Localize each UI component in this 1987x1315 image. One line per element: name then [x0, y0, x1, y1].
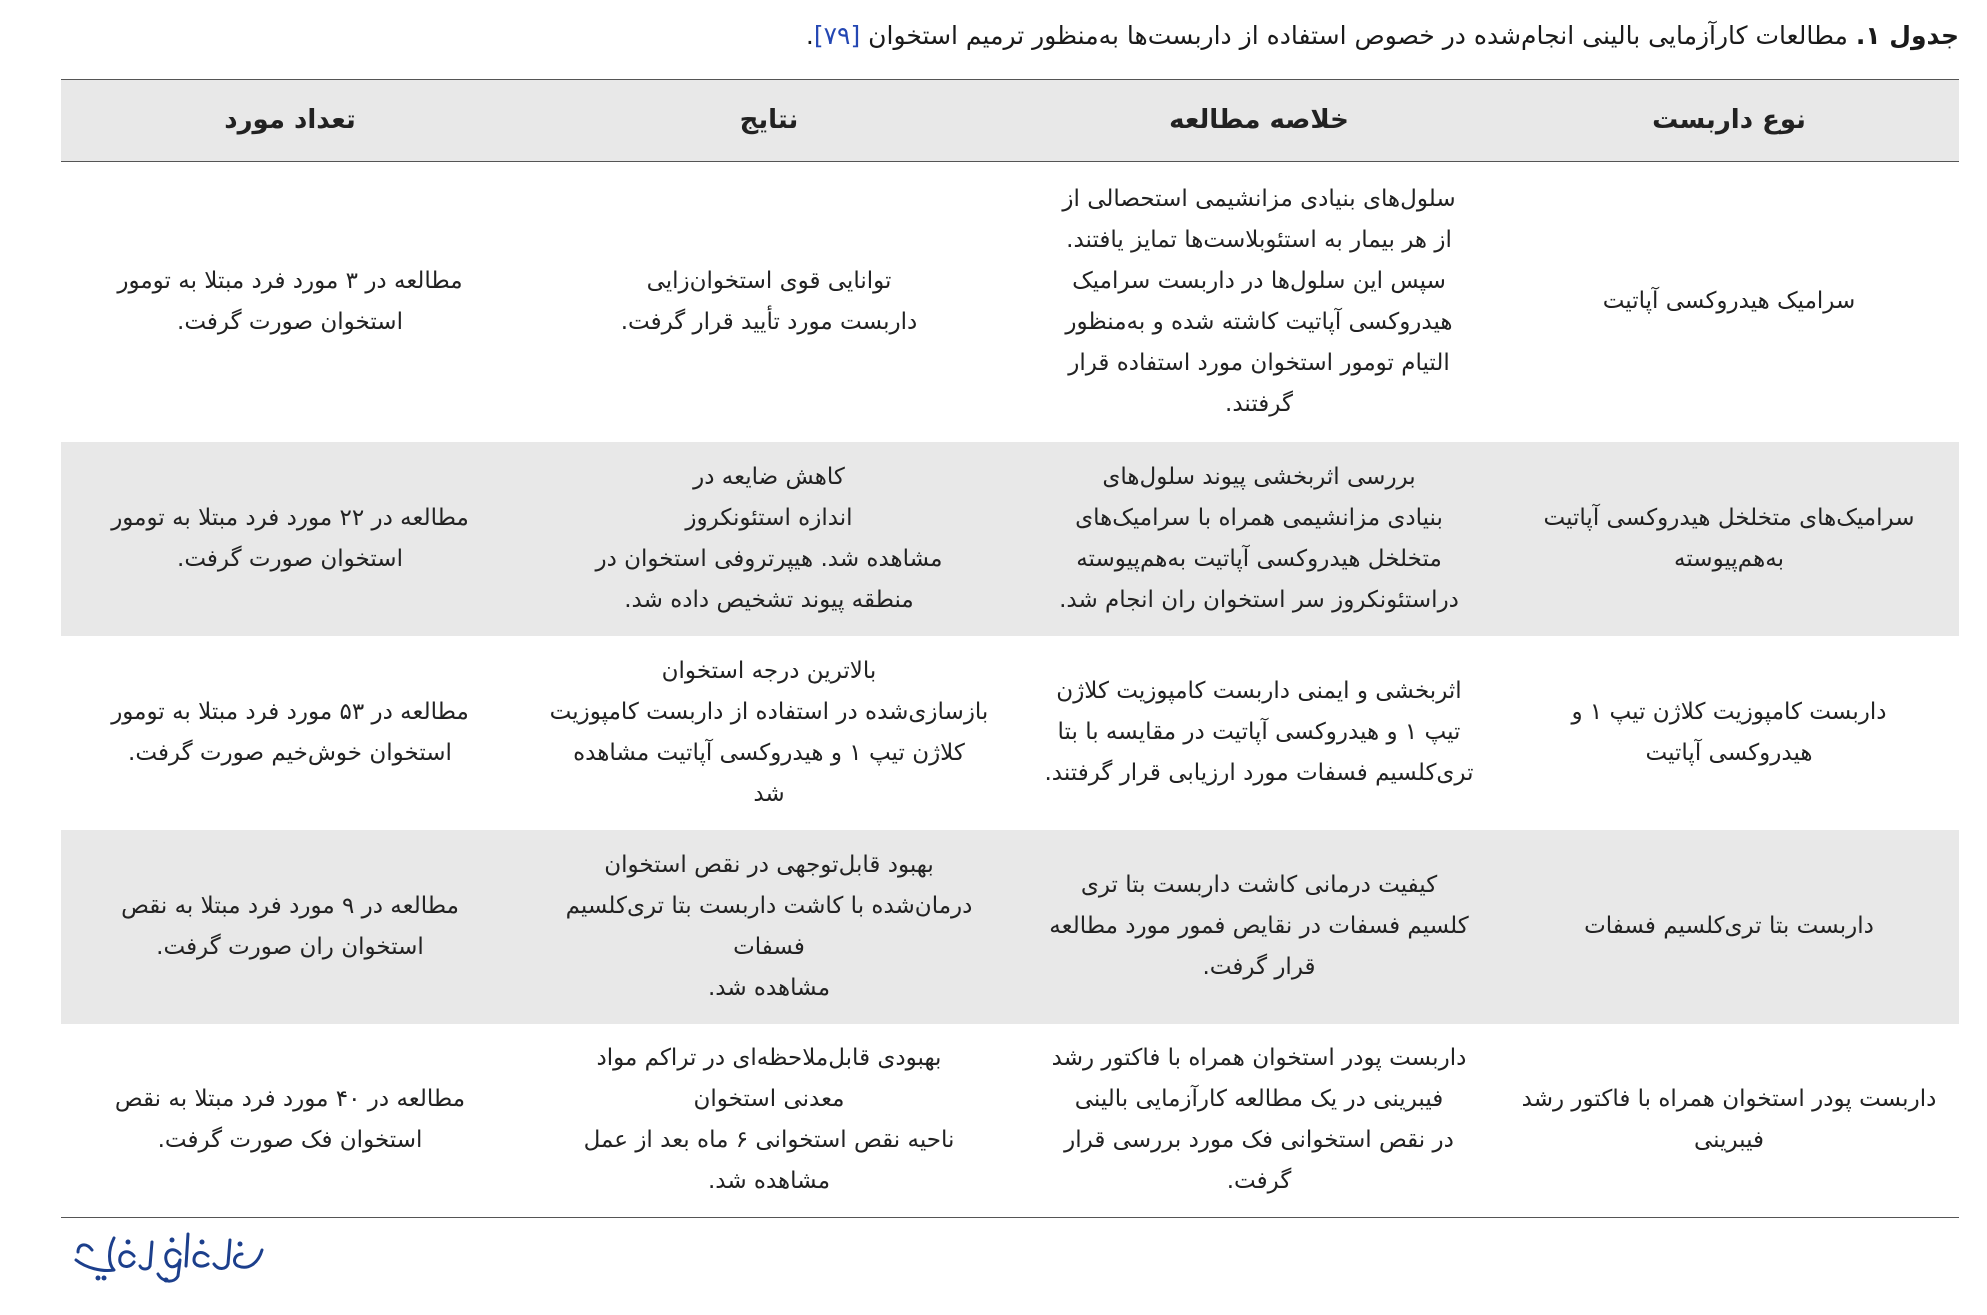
journal-logo [62, 1220, 272, 1292]
cell-results: کاهش ضایعه در اندازه استئونکروز مشاهده شد. هیپرتروفی استخوان در منطقه پیوند تشخیص داده شد. [595, 463, 943, 613]
table-row [61, 1024, 1959, 1218]
header-study-summary: خلاصه مطالعه [1019, 80, 1499, 162]
cell-scaffold-type: داربست پودر استخوان همراه با فاکتور رشد فیبرینی [1499, 1024, 1959, 1218]
cell-case-count: مطالعه در ۳ مورد فرد مبتلا به تومور استخوان صورت گرفت. [117, 267, 463, 335]
citation-link[interactable]: [۷۹] [813, 21, 861, 50]
cell-results: بالاترین درجه استخوان بازسازی‌شده در استفاده از داربست کامپوزیت کلاژن تیپ ۱ و هیدروکسی آپاتیت مشاهده شد [549, 657, 989, 807]
header-results: نتایج [519, 80, 1019, 162]
caption-end: . [805, 21, 814, 50]
cell-scaffold-type: داربست کامپوزیت کلاژن تیپ ۱ و هیدروکسی آپاتیت [1571, 698, 1887, 766]
cell-results: بهبود قابل‌توجهی در نقص استخوان درمان‌شده با کاشت داربست بتا تری‌کلسیم فسفات مشاهده شد. [565, 851, 973, 1001]
cell-study-summary: کیفیت درمانی کاشت داربست بتا تری کلسیم فسفات در نقایص فمور مورد مطالعه قرار گرفت. [1049, 872, 1469, 980]
scaffold-studies-table [61, 79, 1959, 1218]
cell-case-count: مطالعه در ۵۳ مورد فرد مبتلا به تومور استخوان خوش‌خیم صورت گرفت. [111, 698, 469, 766]
cell-scaffold-type: داربست بتا تری‌کلسیم فسفات [1584, 913, 1874, 939]
cell-study-summary: اثربخشی و ایمنی داربست کامپوزیت کلاژن تیپ ۱ و هیدروکسی آپاتیت در مقایسه با بتا تری‌کلسیم فسفات مورد ارزیابی قرار گرفتند. [1044, 678, 1474, 786]
cell-case-count: مطالعه در ۴۰ مورد فرد مبتلا به نقص استخوان فک صورت گرفت. [61, 1024, 519, 1218]
cell-scaffold-type: سرامیک‌های متخلخل هیدروکسی آپاتیت به‌هم‌پیوسته [1543, 504, 1915, 572]
header-scaffold-type: نوع داربست [1499, 80, 1959, 162]
cell-results: بهبودی قابل‌ملاحظه‌ای در تراکم مواد معدنی استخوان ناحیه نقص استخوانی ۶ ماه بعد از عمل مشاهده شد. [519, 1024, 1019, 1218]
cell-study-summary: سلول‌های بنیادی مزانشیمی استحصالی از از هر بیمار به استئوبلاست‌ها تمایز یافتند. سپس این سلول‌ها در داربست سرامیک هیدروکسی آپاتیت کاشته شده و به‌منظور التیام تومور استخوان مورد استفاده قرار گرفتند. [1062, 185, 1456, 417]
table-header-row [61, 80, 1959, 162]
table-row [61, 442, 1959, 636]
journal-logo-calligraphy [62, 1220, 272, 1292]
table-caption [59, 18, 1959, 54]
cell-study-summary: داربست پودر استخوان همراه با فاکتور رشد فیبرینی در یک مطالعه کارآزمایی بالینی در نقص استخوانی فک مورد بررسی قرار گرفت. [1019, 1024, 1499, 1218]
cell-study-summary: بررسی اثربخشی پیوند سلول‌های بنیادی مزانشیمی همراه با سرامیک‌های متخلخل هیدروکسی آپاتیت به‌هم‌پیوسته دراستئونکروز سر استخوان ران انجام شد. [1059, 463, 1459, 613]
table-row [61, 162, 1959, 442]
table-row [61, 636, 1959, 830]
cell-case-count: مطالعه در ۲۲ مورد فرد مبتلا به تومور استخوان صورت گرفت. [111, 504, 469, 572]
caption-label: جدول ۱. [1855, 21, 1959, 50]
cell-results: توانایی قوی استخوان‌زایی داربست مورد تأیید قرار گرفت. [620, 267, 918, 335]
cell-scaffold-type: سرامیک هیدروکسی آپاتیت [1602, 288, 1856, 315]
caption-text: مطالعات کارآزمایی بالینی انجام‌شده در خصوص استفاده از داربست‌ها به‌منظور ترمیم استخوان [868, 21, 1848, 50]
header-case-count: تعداد مورد [61, 80, 519, 162]
cell-case-count: مطالعه در ۹ مورد فرد مبتلا به نقص استخوان ران صورت گرفت. [121, 892, 459, 960]
table-row [61, 830, 1959, 1024]
